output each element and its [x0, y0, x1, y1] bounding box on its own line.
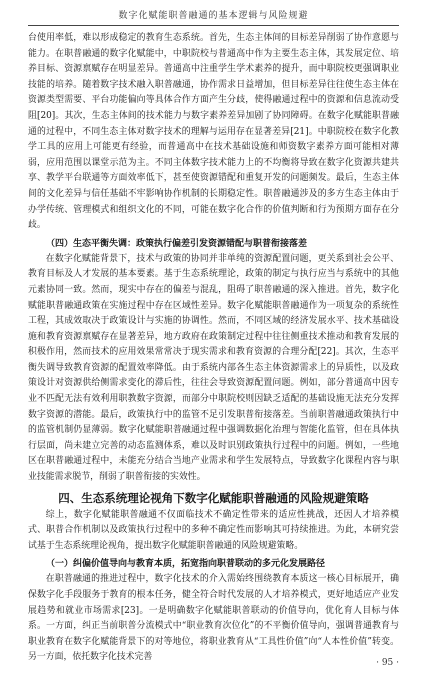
subsection-heading-1: （一）纠偏价值导向与教育本质，拓宽指向职普联动的多元化发展路径 — [46, 559, 326, 570]
body-paragraph-3: 综上，数字化赋能职普融通不仅面临技术不确定性带来的适应性挑战，还因人才培养模式、职普合作机制以及政策执行过程中的多种不确定性而影响其可持续推进。为此，本研究尝试基于生态系统理论视角，提出数字化赋能职普融通的风险规避策略。 — [28, 509, 399, 551]
body-paragraph-4: 在职普融通的推进过程中，数字化技术的介入需始终围绕教育本质这一核心目标展开，确保数字化手段服务于教育的根本任务，健全符合时代发展的人才培养模式，更好地适应产业发展趋势和就业市场需求[23]。一是明确数字化赋能职普联动的价值导向，优化育人目标与体系。一方面，纠正当前职普分流模式中“职业教育次位化”的不平衡价值导向，强调普通教育与职业教育在数字化赋能背景下的对等地位，将职业教育从“工具性价值”向“人本性价值”转变。另一方面，依托数字化技术完善 — [28, 574, 399, 663]
section-heading: 四、生态系统理论视角下数字化赋能职普融通的风险规避策略 — [58, 490, 369, 505]
body-paragraph-1: 台使用率低，难以形成稳定的教育生态系统。首先，生态主体间的目标差异削弱了协作意愿与能力。在职普融通的数字化赋能中，中职院校与普通高中作为主要生态主体，其发展定位、培养目标、资源禀赋存在明显差异。普通高中注重学生学术素养的提升，而中职院校更强调职业技能的培养。随着数字技术融入职普融通，协作需求日益增加，但目标差异往往使生态主体在资源类型需要、平台功能偏向等具体合作方面产生分歧，使得融通过程中的资源和信息流动受阻[20]。其次，生态主体间的技术能力与数字素养差异加剧了协同障碍。在数字化赋能职普融通的过程中，不同生态主体对数字技术的理解与运用存在显著差异[21]。中职院校在数字化教学工具的应用上可能更有经验，而普通高中在技术基础设施和师资数字素养方面可能相对薄弱，应用范围以课堂示范为主。不同主体数字技术能力上的不均衡将导致在数字化资源共建共享、教学平台联通等方面效率低下，甚至使资源错配和重复开发的问题频发。最后，生态主体间的文化差异与信任基础不牢影响协作机制的长期稳定性。职普融通涉及的多方生态主体由于办学传统、管理模式和组织文化的不同，可能在数字化合作的价值判断和行为预期方面存在分歧。 — [28, 33, 399, 231]
page-number: · 95 · — [376, 658, 399, 668]
running-header: 数字化赋能职普融通的基本逻辑与风险规避 — [28, 8, 399, 26]
body-paragraph-2: 在数字化赋能背景下，技术与政策的协同并非单纯的资源配置问题，更关系到社会公平、教育目标及人才发展的基本要素。基于生态系统理论，政策的制定与执行应当与系统中的其他元素协同一致。然而，现实中存在的偏差与混乱，阻碍了职普融通的深入推进。首先，数字化赋能职普融通政策在实施过程中存在区域性差异。数字化赋能职普融通作为一项复杂的系统性工程，其成效取决于政策设计与实施的协调性。然而，不同区域的经济发展水平、技术基础设施和教育资源禀赋存在显著差异，地方政府在政策制定过程中往往侧重技术推动和教育发展的积极作用，然而技术的应用效果常常决于现实需求和教育资源的合理分配[22]。其次，生态平衡失调导致教育资源的配置效率降低。由于系统内部各生态主体资源需求上的异质性，以及政策设计对资源供给侧需求变化的滞后性，往往会导致资源配置问题。例如，部分普通高中因专业不匹配无法有效利用职教数字资源，而部分中职院校则因缺乏适配的基础设施无法充分发挥数字资源的潜能。最后，政策执行中的监管不足引发职普衔接落差。当前职普融通政策执行中的监管机制仍显薄弱。数字化赋能职普融通过程中强调数据化治理与智能化监管，但在具体执行层面，尚未建立完善的动态监测体系，难以及时识别政策执行过程中的问题。例如，一些地区在职普融通过程中，未能充分结合当地产业需求和学生发展特点，导致数字化课程内容与职业技能需求脱节，削弱了职普衔接的实效性。 — [28, 253, 399, 483]
subsection-heading-4: （四）生态平衡失调：政策执行偏差引发资源错配与职普衔接落差 — [46, 238, 308, 249]
